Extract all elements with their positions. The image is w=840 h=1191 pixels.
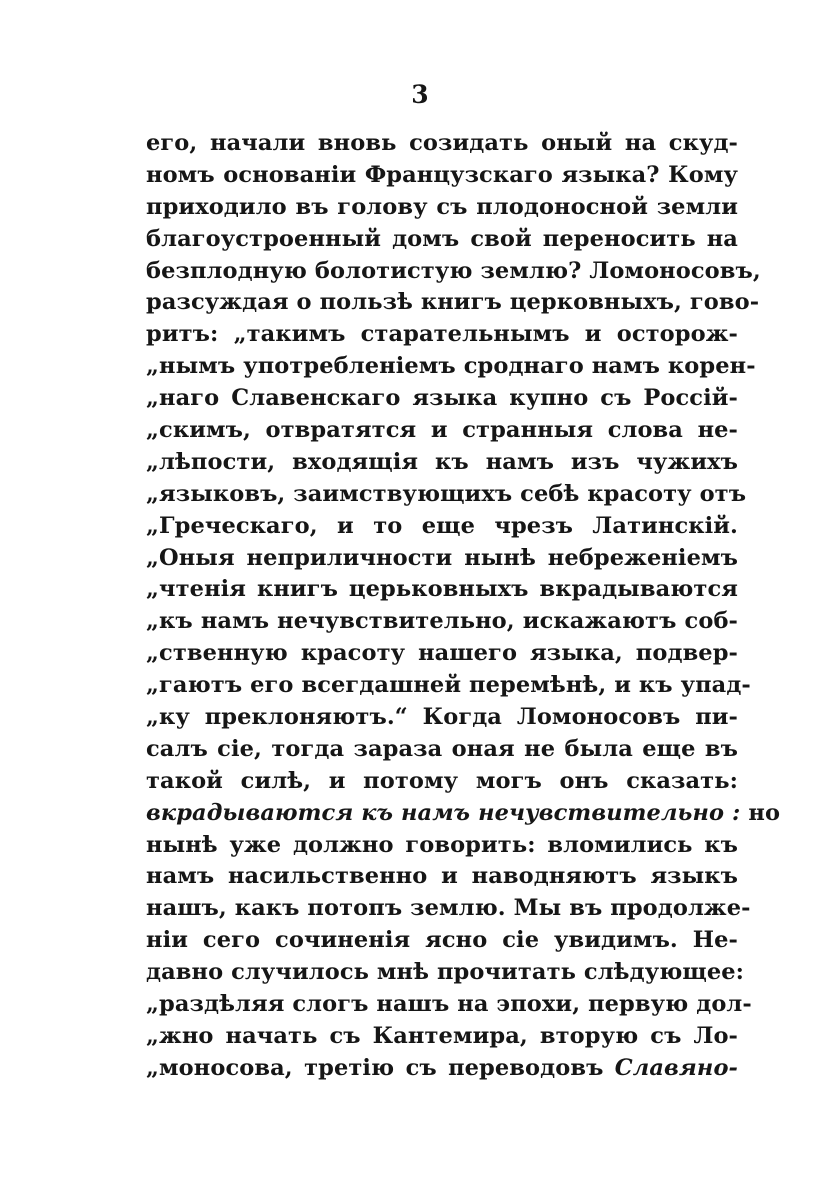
text-line: „чтенія книгъ церьковныхъ вкрадываются	[146, 576, 738, 603]
text-fragment: „моносова, третію съ переводовъ	[146, 1054, 615, 1081]
text-line-mixed	[146, 1053, 738, 1085]
text-line: „раздѣляя слогъ нашъ на эпохи, первую дол-	[146, 991, 752, 1018]
italic-phrase: вкрадываются къ намъ нечувствительно :	[146, 799, 741, 826]
text-line: ритъ: „такимъ старательнымъ и осторож-	[146, 321, 738, 348]
text-line: нынѣ уже должно говорить: вломились къ	[146, 831, 738, 858]
text-line: „Оныя неприличности нынѣ небреженіемъ	[146, 544, 738, 571]
text-line: „ственную красоту нашего языка, подвер-	[146, 640, 738, 667]
text-line: „къ намъ нечувствительно, искажаютъ соб-	[146, 608, 738, 635]
text-line: „гаютъ его всегдашней перемѣнѣ, и къ упад-	[146, 672, 751, 699]
text-line: номъ основаніи Французскаго языка? Кому	[146, 161, 738, 188]
text-line: нашъ, какъ потопъ землю. Мы въ продолже-	[146, 895, 751, 922]
text-line: давно случилось мнѣ прочитать слѣдующее:	[146, 959, 745, 986]
text-line: безплодную болотистую землю? Ломоносовъ,	[146, 257, 761, 284]
text-line-mixed	[146, 798, 781, 830]
text-line: „жно начать съ Кантемира, вторую съ Ло-	[146, 1022, 738, 1049]
text-line: „наго Славенскаго языка купно съ Россій-	[146, 385, 738, 412]
text-line: благоустроенный домъ свой переносить на	[146, 225, 738, 252]
text-line: „нымъ употребленіемъ сроднаго намъ корен-	[146, 353, 756, 380]
italic-phrase: Славяно-	[614, 1054, 738, 1081]
text-line: разсуждая о пользѣ книгъ церковныхъ, гово-	[146, 289, 760, 316]
body-text	[146, 128, 781, 1085]
text-line: „скимъ, отвратятся и странныя слова не-	[146, 417, 738, 444]
text-line: „лѣпости, входящія къ намъ изъ чужихъ	[146, 448, 738, 475]
text-line: „языковъ, заимствующихъ себѣ красоту отъ	[146, 480, 747, 507]
text-line: „ку преклоняютъ.“ Когда Ломоносовъ пи-	[146, 704, 738, 731]
page-number: 3	[411, 80, 429, 109]
text-line: такой силѣ, и потому могъ онъ сказать:	[146, 767, 738, 794]
text-line: его, начали вновь созидать оный на скуд-	[146, 130, 738, 156]
text-line: салъ сіе, тогда зараза оная не была еще въ	[146, 735, 738, 762]
text-line: приходило въ голову съ плодоносной земли	[146, 193, 738, 220]
text-line: намъ насильственно и наводняютъ языкъ	[146, 863, 738, 890]
text-line: ніи сего сочиненія ясно сіе увидимъ. Не-	[146, 927, 738, 954]
text-fragment: но	[740, 799, 781, 826]
text-line: „Греческаго, и то еще чрезъ Латинскій.	[146, 512, 738, 539]
